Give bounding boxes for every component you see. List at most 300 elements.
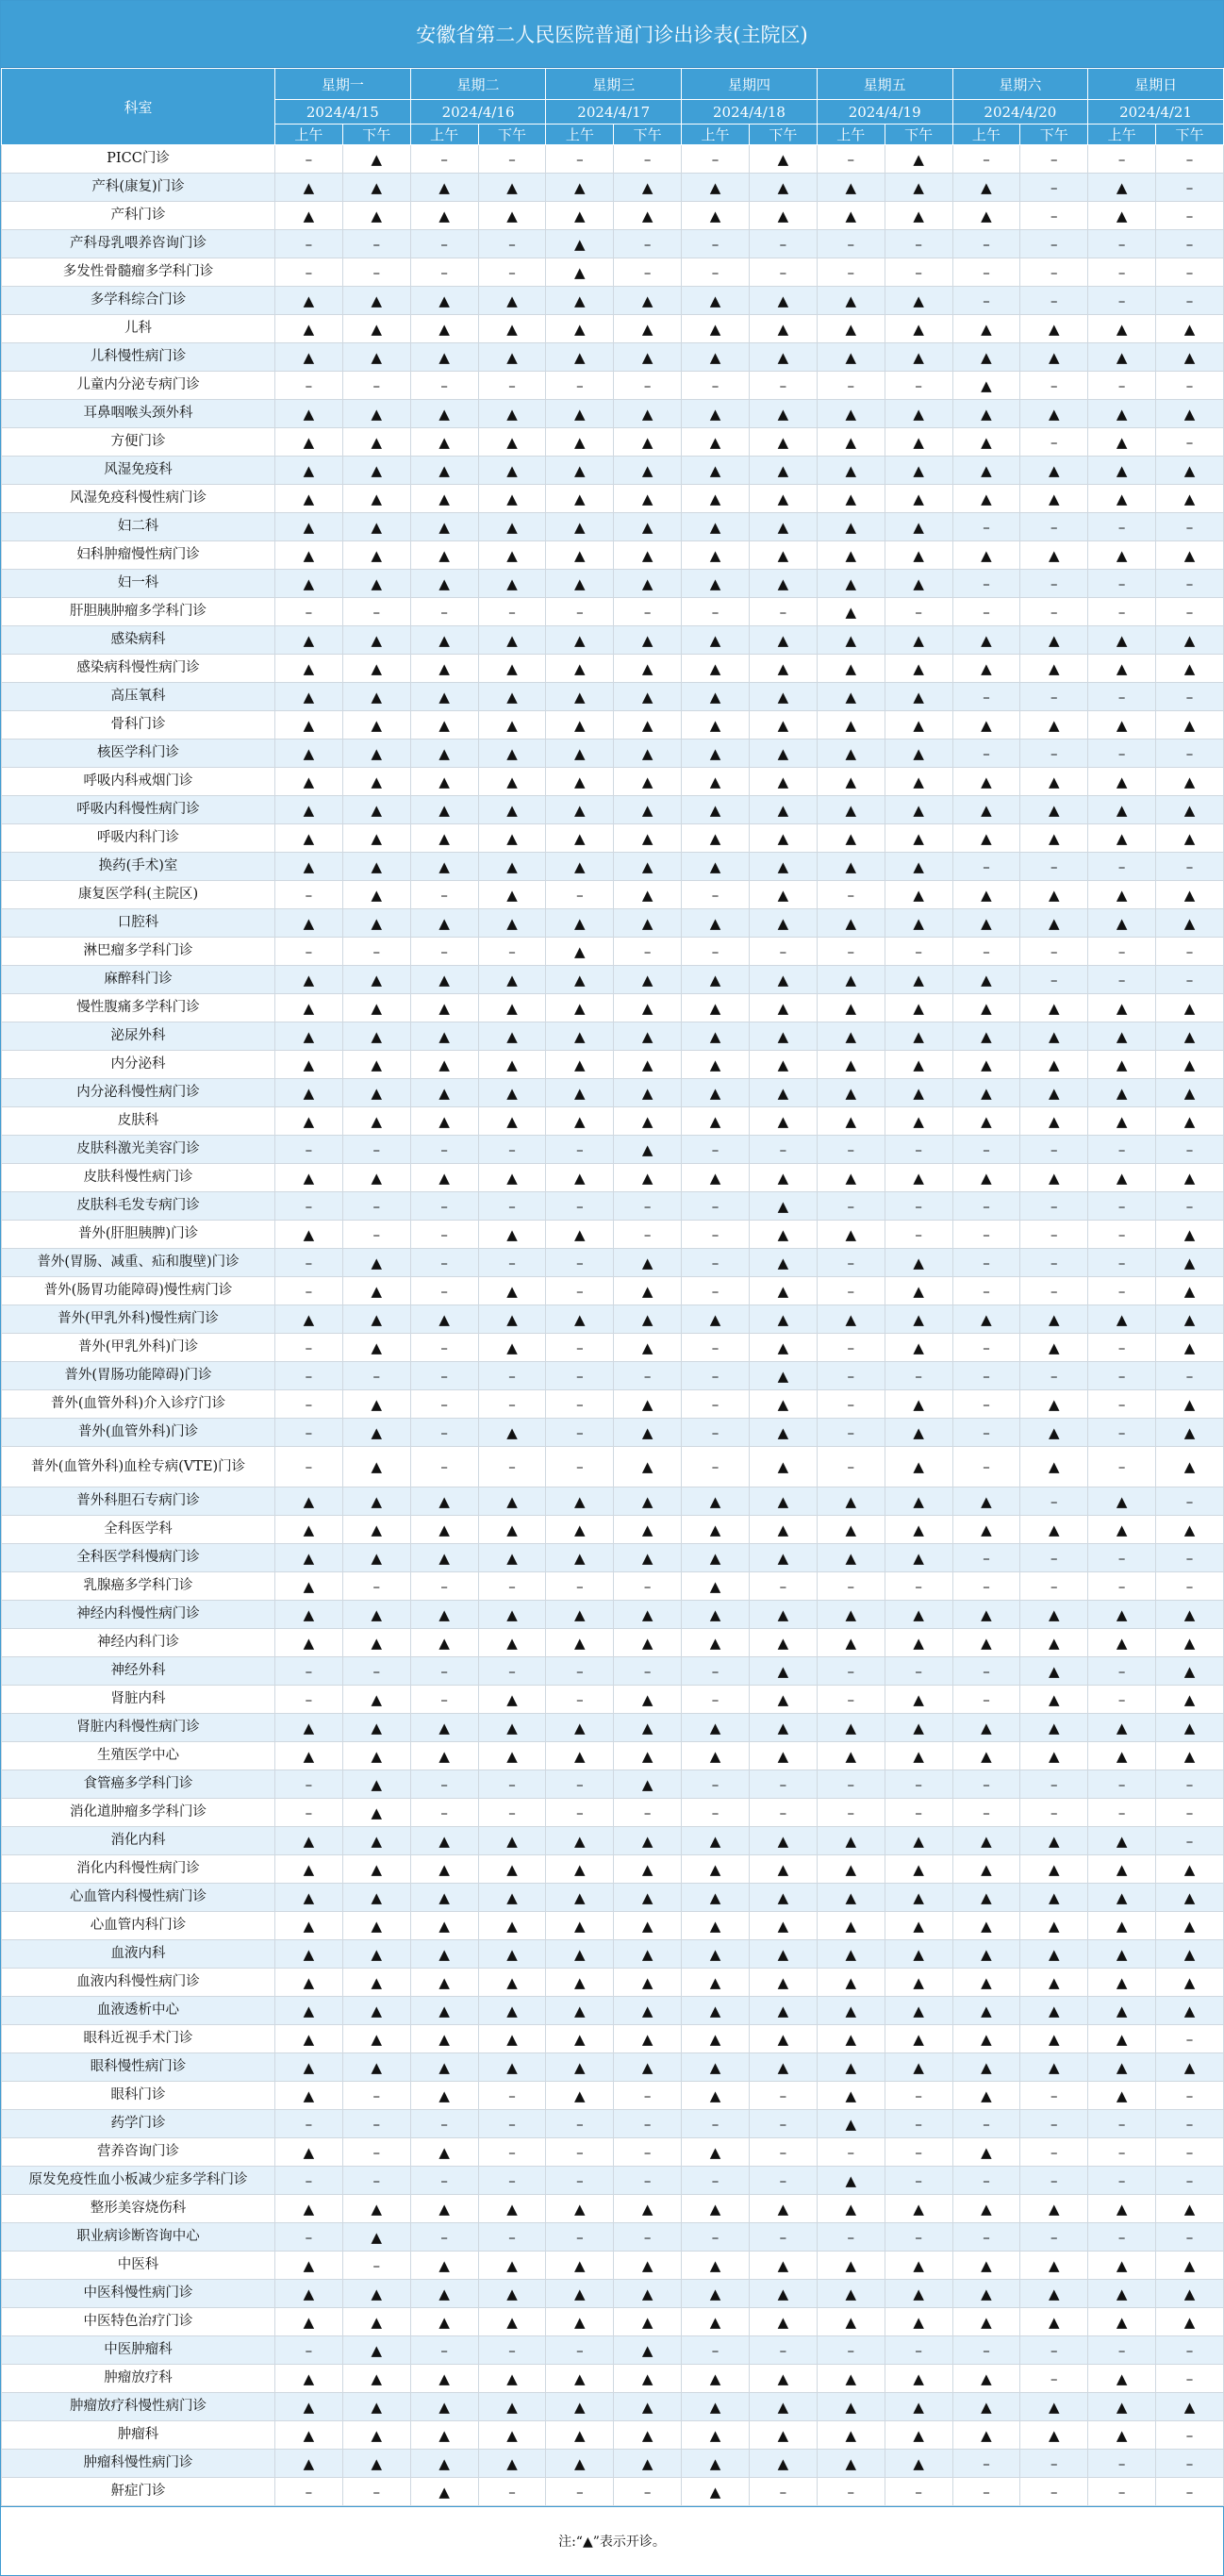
open-marker: ▲ [817, 1079, 885, 1107]
open-marker: ▲ [342, 1742, 410, 1770]
open-marker: ▲ [885, 881, 952, 909]
closed-marker: – [1088, 1544, 1156, 1572]
dept-name: 淋巴瘤多学科门诊 [2, 938, 275, 966]
table-row [2, 1884, 1224, 1912]
closed-marker: – [885, 1572, 952, 1601]
closed-marker: – [885, 2138, 952, 2167]
open-marker: ▲ [546, 541, 614, 570]
open-marker: ▲ [410, 428, 478, 457]
open-marker: ▲ [410, 626, 478, 655]
open-marker: ▲ [952, 1164, 1020, 1192]
closed-marker: – [682, 145, 750, 174]
open-marker: ▲ [342, 853, 410, 881]
open-marker: ▲ [410, 1107, 478, 1136]
open-marker: ▲ [885, 400, 952, 428]
open-marker: ▲ [546, 1912, 614, 1940]
open-marker: ▲ [1088, 202, 1156, 230]
open-marker: ▲ [410, 740, 478, 768]
open-marker: ▲ [817, 2252, 885, 2280]
dept-name: 呼吸内科慢性病门诊 [2, 796, 275, 824]
open-marker: ▲ [682, 400, 750, 428]
open-marker: ▲ [546, 1544, 614, 1572]
open-marker: ▲ [410, 2308, 478, 2336]
closed-marker: – [682, 1192, 750, 1221]
open-marker: ▲ [478, 1940, 546, 1969]
open-marker: ▲ [546, 1516, 614, 1544]
open-marker: ▲ [342, 1277, 410, 1305]
table-row [2, 796, 1224, 824]
open-marker: ▲ [546, 1022, 614, 1051]
closed-marker: – [682, 1136, 750, 1164]
open-marker: ▲ [342, 655, 410, 683]
open-marker: ▲ [885, 655, 952, 683]
dept-name: 儿科慢性病门诊 [2, 343, 275, 372]
open-marker: ▲ [682, 541, 750, 570]
closed-marker: – [952, 1390, 1020, 1419]
open-marker: ▲ [885, 2365, 952, 2393]
closed-marker: – [275, 1334, 343, 1362]
table-header [2, 69, 1224, 145]
open-marker: ▲ [614, 2365, 682, 2393]
closed-marker: – [1088, 1390, 1156, 1419]
dept-name: 乳腺癌多学科门诊 [2, 1572, 275, 1601]
open-marker: ▲ [342, 1164, 410, 1192]
table-row [2, 626, 1224, 655]
open-marker: ▲ [1020, 1742, 1088, 1770]
day-date-header: 2024/4/21 [1088, 100, 1224, 125]
table-row [2, 1390, 1224, 1419]
open-marker: ▲ [478, 570, 546, 598]
closed-marker: – [749, 1136, 817, 1164]
open-marker: ▲ [682, 2478, 750, 2506]
open-marker: ▲ [952, 966, 1020, 994]
closed-marker: – [1156, 2110, 1224, 2138]
open-marker: ▲ [1156, 315, 1224, 343]
open-marker: ▲ [749, 2025, 817, 2053]
closed-marker: – [275, 2110, 343, 2138]
open-marker: ▲ [952, 1487, 1020, 1516]
open-marker: ▲ [1156, 2280, 1224, 2308]
open-marker: ▲ [1020, 626, 1088, 655]
open-marker: ▲ [275, 2195, 343, 2223]
closed-marker: – [614, 2223, 682, 2252]
closed-marker: – [546, 2138, 614, 2167]
open-marker: ▲ [410, 2393, 478, 2421]
open-marker: ▲ [342, 1107, 410, 1136]
closed-marker: – [1020, 1487, 1088, 1516]
dept-name: 心血管内科门诊 [2, 1912, 275, 1940]
closed-marker: – [275, 598, 343, 626]
open-marker: ▲ [275, 1487, 343, 1516]
closed-marker: – [682, 1221, 750, 1249]
open-marker: ▲ [614, 2195, 682, 2223]
open-marker: ▲ [1088, 2421, 1156, 2450]
open-marker: ▲ [1088, 796, 1156, 824]
open-marker: ▲ [682, 1487, 750, 1516]
closed-marker: – [275, 1447, 343, 1487]
open-marker: ▲ [885, 1629, 952, 1657]
closed-marker: – [275, 1770, 343, 1799]
closed-marker: – [478, 1362, 546, 1390]
dept-name: 换药(手术)室 [2, 853, 275, 881]
table-row [2, 1912, 1224, 1940]
open-marker: ▲ [1088, 400, 1156, 428]
closed-marker: – [1020, 1544, 1088, 1572]
open-marker: ▲ [342, 1249, 410, 1277]
closed-marker: – [817, 2336, 885, 2365]
open-marker: ▲ [275, 400, 343, 428]
open-marker: ▲ [614, 1305, 682, 1334]
dept-name: 职业病诊断咨询中心 [2, 2223, 275, 2252]
open-marker: ▲ [885, 428, 952, 457]
closed-marker: – [1156, 853, 1224, 881]
closed-marker: – [410, 1447, 478, 1487]
open-marker: ▲ [546, 711, 614, 740]
open-marker: ▲ [342, 343, 410, 372]
closed-marker: – [952, 1192, 1020, 1221]
open-marker: ▲ [1156, 343, 1224, 372]
open-marker: ▲ [342, 1390, 410, 1419]
open-marker: ▲ [342, 1799, 410, 1827]
open-marker: ▲ [614, 2421, 682, 2450]
dept-name: 口腔科 [2, 909, 275, 938]
open-marker: ▲ [478, 994, 546, 1022]
closed-marker: – [342, 372, 410, 400]
closed-marker: – [546, 1334, 614, 1362]
dept-name: 肾脏内科慢性病门诊 [2, 1714, 275, 1742]
open-marker: ▲ [478, 1051, 546, 1079]
open-marker: ▲ [614, 343, 682, 372]
open-marker: ▲ [1088, 315, 1156, 343]
open-marker: ▲ [1156, 1305, 1224, 1334]
closed-marker: – [885, 258, 952, 287]
closed-marker: – [478, 1572, 546, 1601]
open-marker: ▲ [410, 287, 478, 315]
open-marker: ▲ [1020, 485, 1088, 513]
open-marker: ▲ [410, 994, 478, 1022]
closed-marker: – [275, 145, 343, 174]
table-row [2, 938, 1224, 966]
open-marker: ▲ [1088, 2082, 1156, 2110]
closed-marker: – [410, 1799, 478, 1827]
closed-marker: – [682, 2167, 750, 2195]
open-marker: ▲ [1156, 1686, 1224, 1714]
closed-marker: – [1088, 230, 1156, 258]
closed-marker: – [682, 1657, 750, 1686]
open-marker: ▲ [546, 768, 614, 796]
open-marker: ▲ [885, 2450, 952, 2478]
open-marker: ▲ [342, 1912, 410, 1940]
closed-marker: – [817, 1419, 885, 1447]
closed-marker: – [275, 372, 343, 400]
dept-name: 原发免疫性血小板减少症多学科门诊 [2, 2167, 275, 2195]
dept-name: 多学科综合门诊 [2, 287, 275, 315]
table-row [2, 457, 1224, 485]
open-marker: ▲ [478, 1487, 546, 1516]
closed-marker: – [275, 1277, 343, 1305]
closed-marker: – [817, 2478, 885, 2506]
table-row [2, 1827, 1224, 1855]
open-marker: ▲ [1088, 428, 1156, 457]
table-row [2, 740, 1224, 768]
open-marker: ▲ [546, 202, 614, 230]
closed-marker: – [749, 938, 817, 966]
open-marker: ▲ [614, 1969, 682, 1997]
closed-marker: – [1156, 1799, 1224, 1827]
open-marker: ▲ [275, 2393, 343, 2421]
open-marker: ▲ [817, 909, 885, 938]
open-marker: ▲ [1088, 2025, 1156, 2053]
open-marker: ▲ [614, 966, 682, 994]
open-marker: ▲ [546, 343, 614, 372]
closed-marker: – [1088, 1334, 1156, 1362]
open-marker: ▲ [478, 1997, 546, 2025]
open-marker: ▲ [342, 2195, 410, 2223]
open-marker: ▲ [885, 570, 952, 598]
open-marker: ▲ [478, 1969, 546, 1997]
open-marker: ▲ [410, 343, 478, 372]
open-marker: ▲ [817, 683, 885, 711]
table-row [2, 1107, 1224, 1136]
open-marker: ▲ [410, 2478, 478, 2506]
closed-marker: – [410, 258, 478, 287]
open-marker: ▲ [546, 287, 614, 315]
dept-name: 眼科慢性病门诊 [2, 2053, 275, 2082]
open-marker: ▲ [614, 174, 682, 202]
open-marker: ▲ [342, 400, 410, 428]
open-marker: ▲ [275, 541, 343, 570]
dept-name: 肿瘤科 [2, 2421, 275, 2450]
closed-marker: – [1088, 1572, 1156, 1601]
closed-marker: – [817, 230, 885, 258]
open-marker: ▲ [410, 570, 478, 598]
open-marker: ▲ [546, 1079, 614, 1107]
open-marker: ▲ [342, 2336, 410, 2365]
table-row [2, 485, 1224, 513]
table-row [2, 400, 1224, 428]
open-marker: ▲ [749, 1742, 817, 1770]
open-marker: ▲ [682, 2280, 750, 2308]
dept-name: 全科医学科 [2, 1516, 275, 1544]
closed-marker: – [546, 1362, 614, 1390]
dept-name: 妇一科 [2, 570, 275, 598]
open-marker: ▲ [952, 881, 1020, 909]
open-marker: ▲ [546, 1997, 614, 2025]
open-marker: ▲ [478, 2450, 546, 2478]
open-marker: ▲ [614, 1022, 682, 1051]
open-marker: ▲ [342, 2421, 410, 2450]
closed-marker: – [614, 372, 682, 400]
open-marker: ▲ [410, 768, 478, 796]
open-marker: ▲ [952, 909, 1020, 938]
open-marker: ▲ [342, 1997, 410, 2025]
open-marker: ▲ [478, 1714, 546, 1742]
open-marker: ▲ [614, 1164, 682, 1192]
open-marker: ▲ [275, 1221, 343, 1249]
open-marker: ▲ [885, 343, 952, 372]
open-marker: ▲ [682, 1940, 750, 1969]
open-marker: ▲ [478, 2025, 546, 2053]
closed-marker: – [410, 1657, 478, 1686]
closed-marker: – [952, 2450, 1020, 2478]
closed-marker: – [1088, 1447, 1156, 1487]
dept-name: 血液透析中心 [2, 1997, 275, 2025]
closed-marker: – [817, 1572, 885, 1601]
open-marker: ▲ [682, 2308, 750, 2336]
open-marker: ▲ [817, 2167, 885, 2195]
open-marker: ▲ [546, 2082, 614, 2110]
open-marker: ▲ [749, 1022, 817, 1051]
open-marker: ▲ [1156, 1516, 1224, 1544]
open-marker: ▲ [1156, 2252, 1224, 2280]
closed-marker: – [1020, 2336, 1088, 2365]
closed-marker: – [546, 1686, 614, 1714]
open-marker: ▲ [546, 2252, 614, 2280]
closed-marker: – [1156, 1192, 1224, 1221]
open-marker: ▲ [749, 1686, 817, 1714]
open-marker: ▲ [342, 541, 410, 570]
open-marker: ▲ [1088, 2365, 1156, 2393]
closed-marker: – [1088, 1657, 1156, 1686]
dept-name: 皮肤科慢性病门诊 [2, 1164, 275, 1192]
closed-marker: – [614, 598, 682, 626]
closed-marker: – [410, 1136, 478, 1164]
table-row [2, 2478, 1224, 2506]
closed-marker: – [342, 258, 410, 287]
open-marker: ▲ [614, 1249, 682, 1277]
table-row [2, 966, 1224, 994]
open-marker: ▲ [952, 2280, 1020, 2308]
closed-marker: – [410, 2167, 478, 2195]
open-marker: ▲ [885, 711, 952, 740]
open-marker: ▲ [1088, 1742, 1156, 1770]
open-marker: ▲ [1020, 1912, 1088, 1940]
closed-marker: – [614, 2167, 682, 2195]
closed-marker: – [749, 1799, 817, 1827]
closed-marker: – [682, 2110, 750, 2138]
closed-marker: – [614, 1221, 682, 1249]
open-marker: ▲ [546, 1827, 614, 1855]
open-marker: ▲ [614, 1714, 682, 1742]
dept-name: 感染病科 [2, 626, 275, 655]
open-marker: ▲ [817, 994, 885, 1022]
closed-marker: – [885, 2110, 952, 2138]
open-marker: ▲ [749, 626, 817, 655]
open-marker: ▲ [342, 287, 410, 315]
closed-marker: – [1088, 1249, 1156, 1277]
closed-marker: – [885, 2082, 952, 2110]
open-marker: ▲ [546, 315, 614, 343]
open-marker: ▲ [1156, 457, 1224, 485]
open-marker: ▲ [885, 1686, 952, 1714]
open-marker: ▲ [1156, 1447, 1224, 1487]
table-row [2, 768, 1224, 796]
open-marker: ▲ [546, 1742, 614, 1770]
closed-marker: – [952, 1686, 1020, 1714]
closed-marker: – [1088, 2450, 1156, 2478]
open-marker: ▲ [952, 400, 1020, 428]
closed-marker: – [546, 372, 614, 400]
closed-marker: – [1156, 938, 1224, 966]
open-marker: ▲ [817, 2110, 885, 2138]
open-marker: ▲ [546, 2195, 614, 2223]
closed-marker: – [410, 1334, 478, 1362]
open-marker: ▲ [1156, 1601, 1224, 1629]
closed-marker: – [275, 1657, 343, 1686]
open-marker: ▲ [342, 1940, 410, 1969]
open-marker: ▲ [546, 1305, 614, 1334]
open-marker: ▲ [614, 655, 682, 683]
open-marker: ▲ [1088, 1305, 1156, 1334]
closed-marker: – [1088, 2223, 1156, 2252]
open-marker: ▲ [410, 513, 478, 541]
open-marker: ▲ [817, 1629, 885, 1657]
open-marker: ▲ [546, 2280, 614, 2308]
open-marker: ▲ [817, 343, 885, 372]
open-marker: ▲ [614, 1390, 682, 1419]
open-marker: ▲ [478, 2365, 546, 2393]
pm-header: 下午 [1156, 125, 1224, 145]
open-marker: ▲ [749, 1969, 817, 1997]
table-row [2, 258, 1224, 287]
closed-marker: – [275, 2167, 343, 2195]
open-marker: ▲ [682, 1516, 750, 1544]
open-marker: ▲ [342, 2053, 410, 2082]
open-marker: ▲ [342, 1419, 410, 1447]
open-marker: ▲ [1020, 343, 1088, 372]
open-marker: ▲ [1020, 1051, 1088, 1079]
open-marker: ▲ [1088, 711, 1156, 740]
open-marker: ▲ [614, 1516, 682, 1544]
closed-marker: – [682, 881, 750, 909]
closed-marker: – [1020, 853, 1088, 881]
closed-marker: – [1156, 2478, 1224, 2506]
open-marker: ▲ [275, 1164, 343, 1192]
open-marker: ▲ [478, 740, 546, 768]
open-marker: ▲ [885, 853, 952, 881]
closed-marker: – [817, 1362, 885, 1390]
closed-marker: – [1020, 2082, 1088, 2110]
table-row [2, 1770, 1224, 1799]
closed-marker: – [749, 2110, 817, 2138]
am-header: 上午 [1088, 125, 1156, 145]
dept-name: 中医科慢性病门诊 [2, 2280, 275, 2308]
table-row [2, 2025, 1224, 2053]
dept-name: PICC门诊 [2, 145, 275, 174]
dept-name: 骨科门诊 [2, 711, 275, 740]
closed-marker: – [817, 1770, 885, 1799]
closed-marker: – [342, 2110, 410, 2138]
table-row [2, 2167, 1224, 2195]
open-marker: ▲ [817, 796, 885, 824]
open-marker: ▲ [478, 966, 546, 994]
open-marker: ▲ [749, 2308, 817, 2336]
open-marker: ▲ [478, 1022, 546, 1051]
closed-marker: – [1088, 145, 1156, 174]
closed-marker: – [478, 1657, 546, 1686]
closed-marker: – [1156, 287, 1224, 315]
open-marker: ▲ [275, 570, 343, 598]
open-marker: ▲ [275, 683, 343, 711]
closed-marker: – [682, 598, 750, 626]
open-marker: ▲ [1020, 1657, 1088, 1686]
closed-marker: – [546, 2478, 614, 2506]
table-row [2, 145, 1224, 174]
table-row [2, 2421, 1224, 2450]
open-marker: ▲ [478, 683, 546, 711]
closed-marker: – [885, 230, 952, 258]
open-marker: ▲ [410, 1487, 478, 1516]
